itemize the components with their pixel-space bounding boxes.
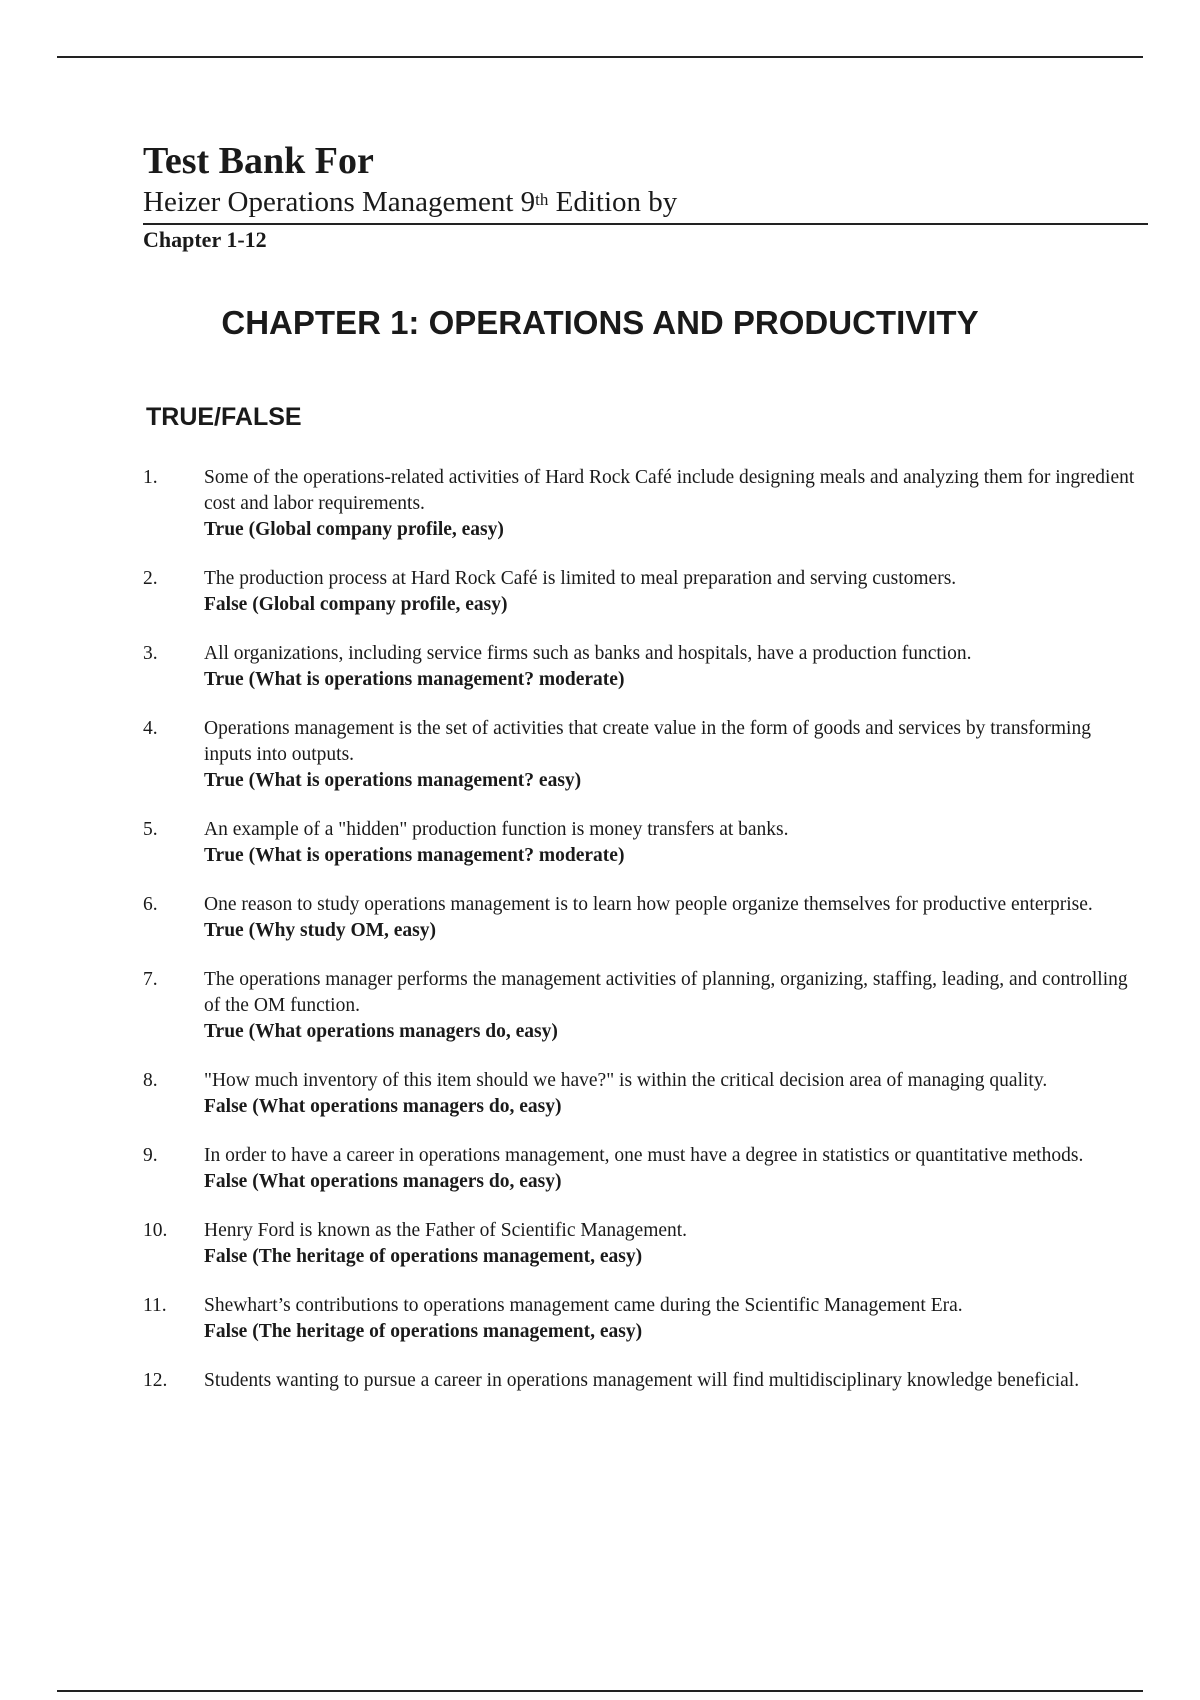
question-answer: True (What is operations management? moderate) (204, 669, 625, 690)
question-number: 2. (143, 568, 158, 589)
question-item (143, 641, 1143, 693)
question-answer: False (The heritage of operations management, easy) (204, 1321, 643, 1342)
chapter-title: CHAPTER 1: OPERATIONS AND PRODUCTIVITY (221, 304, 979, 341)
question-text: Operations management is the set of activities that create value in the form of goods and services by transforming inputs into outputs. (204, 718, 1091, 765)
question-text: "How much inventory of this item should we have?" is within the critical decision area of managing quality. (204, 1070, 1048, 1091)
question-answer: True (What is operations management? moderate) (204, 845, 625, 866)
question-text: Henry Ford is known as the Father of Scientific Management. (204, 1220, 688, 1241)
question-item (143, 1068, 1143, 1120)
question-number: 4. (143, 718, 158, 739)
question-answer: True (Global company profile, easy) (204, 519, 504, 540)
question-item (143, 1368, 1143, 1394)
question-item (143, 1143, 1143, 1195)
question-text: The production process at Hard Rock Café is limited to meal preparation and serving customers. (204, 568, 957, 589)
document-header (143, 138, 1148, 255)
question-item (143, 967, 1143, 1045)
bottom-rule (57, 1690, 1143, 1692)
question-text: The operations manager performs the management activities of planning, organizing, staffing, leading, and controlling of the OM function. (204, 969, 1128, 1016)
question-text: Students wanting to pursue a career in operations management will find multidisciplinary knowledge beneficial. (204, 1370, 1080, 1391)
question-text: An example of a "hidden" production function is money transfers at banks. (204, 819, 789, 840)
question-item (143, 1293, 1143, 1345)
top-rule (57, 56, 1143, 58)
question-number: 9. (143, 1145, 158, 1166)
question-number: 8. (143, 1070, 158, 1091)
question-answer: False (What operations managers do, easy) (204, 1171, 562, 1192)
question-answer: False (Global company profile, easy) (204, 594, 508, 615)
chapter-range: Chapter 1-12 (143, 227, 267, 252)
question-text: All organizations, including service firms such as banks and hospitals, have a production function. (204, 643, 972, 664)
question-text: Some of the operations-related activities of Hard Rock Café include designing meals and analyzing them for ingredient cost and labor requirements. (204, 467, 1135, 514)
question-number: 3. (143, 643, 158, 664)
question-item (143, 817, 1143, 869)
question-answer: True (What operations managers do, easy) (204, 1021, 558, 1042)
question-number: 5. (143, 819, 158, 840)
question-number: 11. (143, 1295, 167, 1316)
doc-title: Test Bank For (143, 140, 374, 182)
question-item (143, 566, 1143, 618)
question-number: 10. (143, 1220, 168, 1241)
question-item (143, 716, 1143, 794)
question-answer: True (What is operations management? easy) (204, 770, 582, 791)
subtitle-rest: Edition by (548, 186, 678, 218)
question-number: 6. (143, 894, 158, 915)
question-number: 1. (143, 467, 158, 488)
question-item (143, 1218, 1143, 1270)
question-text: Shewhart’s contributions to operations management came during the Scientific Management Era. (204, 1295, 963, 1316)
subtitle-sup: th (535, 190, 549, 209)
section-title: TRUE/FALSE (146, 403, 302, 431)
question-item (143, 892, 1143, 944)
question-number: 7. (143, 969, 158, 990)
question-answer: True (Why study OM, easy) (204, 920, 437, 941)
question-answer: False (The heritage of operations management, easy) (204, 1246, 643, 1267)
question-answer: False (What operations managers do, easy) (204, 1096, 562, 1117)
question-text: In order to have a career in operations management, one must have a degree in statistics or quantitative methods. (204, 1145, 1084, 1166)
question-item (143, 465, 1143, 543)
question-list (143, 465, 1143, 1417)
doc-subtitle (143, 184, 1148, 225)
question-text: One reason to study operations management is to learn how people organize themselves for productive enterprise. (204, 894, 1093, 915)
subtitle-main: Heizer Operations Management 9 (143, 186, 536, 218)
question-number: 12. (143, 1370, 168, 1391)
